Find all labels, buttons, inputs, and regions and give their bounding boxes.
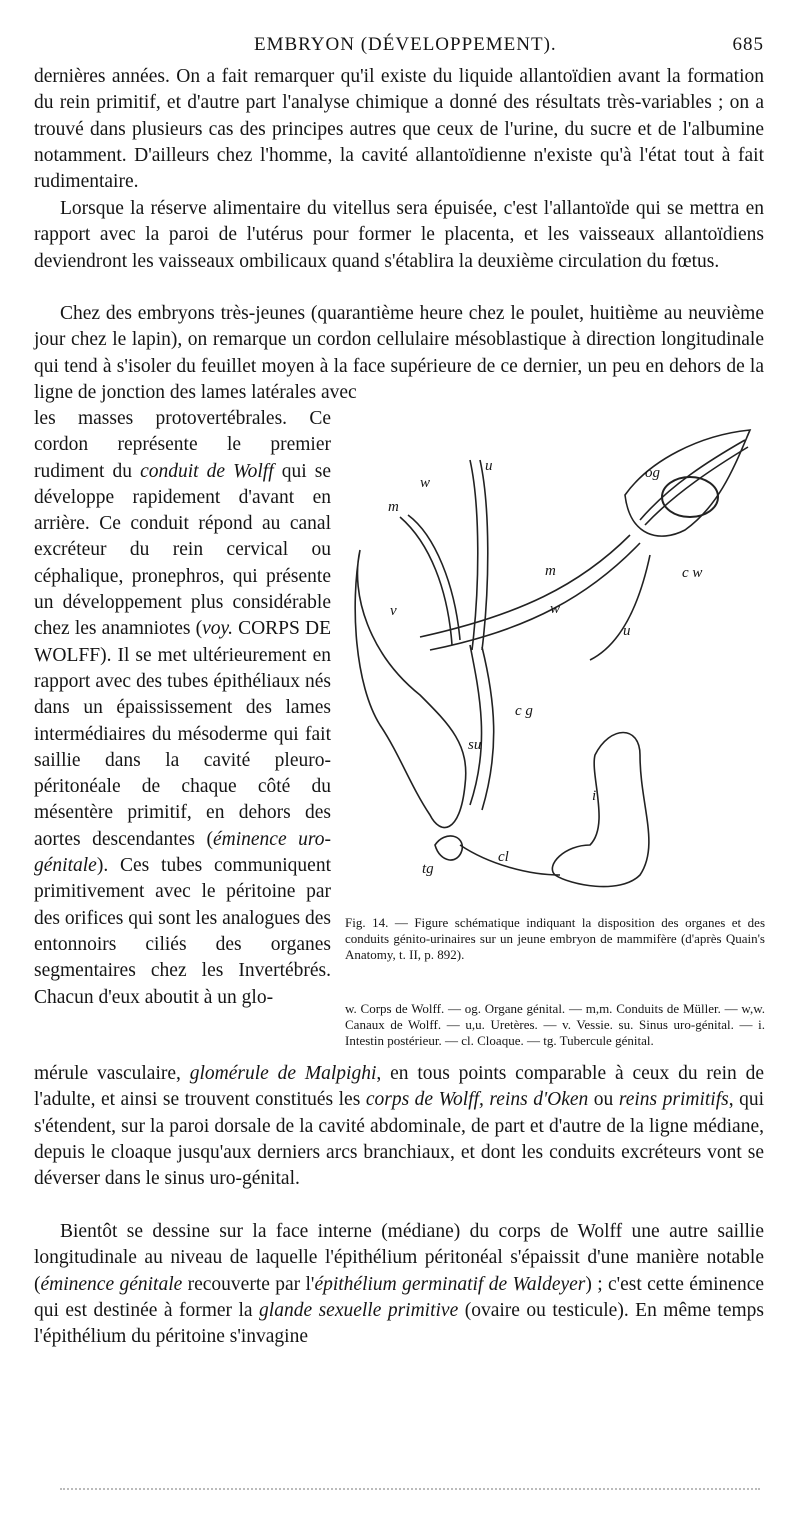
paragraph-2: Lorsque la réserve alimentaire du vitellus sera épuisée, c'est l'allantoïde qui se mettra en rapport avec la paroi de l'utérus pour former le placenta, et les vaisseaux allantoïdiens deviendront les vaisseaux ombilicaux quand s'établira la deuxième circulation du fœtus. xyxy=(34,198,764,272)
label-w: w xyxy=(420,475,431,491)
label-tg: tg xyxy=(422,861,434,877)
label-cl: cl xyxy=(498,849,509,865)
label-u: u xyxy=(485,458,493,474)
genital-tubercle xyxy=(435,836,462,860)
figure-14-diagram xyxy=(340,425,770,915)
emphasis-epithelium-germinatif: épithélium germinatif de Waldeyer xyxy=(314,1273,586,1295)
label-u-2: u xyxy=(623,623,631,639)
paragraph-4 xyxy=(34,1219,764,1350)
label-w-2: w xyxy=(550,601,561,617)
mullerian-duct-upper xyxy=(400,517,452,645)
emphasis-conduit-de-wolff: conduit de Wolff xyxy=(140,460,274,482)
text-run: (ovaire ou testicule). En même temps l'épithélium du péritoine s'invagine xyxy=(34,1299,764,1348)
emphasis-corps-de-wolff: corps de Wolff, reins d'Oken xyxy=(365,1089,589,1111)
emphasis-eminence-uro-genitale: éminence uro-génitale xyxy=(34,828,331,877)
text-run: les masses protovertébrales. Ce cordon représente le premier rudiment du xyxy=(34,408,331,482)
paragraph-3: Chez des embryons très-jeunes (quarantième heure chez le poulet, huitième au neuvième jour chez le lapin), on remarque un cordon cellulaire mésoblastique à direction longitudinale qui tend à s'isoler du feuillet moyen à la face supérieure de ce dernier, un peu en dehors de la ligne de jonction des lames latérales avec xyxy=(34,303,764,403)
text-run: ou xyxy=(588,1089,619,1111)
text-run: mérule vasculaire, xyxy=(34,1063,190,1084)
wolffian-duct xyxy=(430,543,640,650)
page-header xyxy=(34,34,764,58)
figure-legend: w. Corps de Wolff. — og. Organe génital. — m,m. Conduits de Müller. — w,w. Canaux de Wolff. — u,u. Uretères. — v. Vessie. su. Sinus uro-génital. — i. Intestin postérieur. — cl. Cloaque. — tg. Tubercule génital. xyxy=(345,1001,765,1048)
label-v: v xyxy=(390,603,397,619)
emphasis-glomerule: glomérule de Malpighi xyxy=(189,1063,377,1084)
emphasis-eminence-genitale: éminence génitale xyxy=(40,1273,183,1295)
text-run: qui se développe rapidement d'avant en arrière. Ce conduit répond au canal excréteur du rein cervical ou céphalique, pronephros, qui présente un développement plus considérable chez les anamniotes ( xyxy=(34,460,331,640)
label-i: i xyxy=(592,788,597,804)
emphasis-reins-primitifs: reins primitifs xyxy=(618,1089,729,1111)
label-og: og xyxy=(645,465,660,481)
ureter-lower xyxy=(590,555,650,660)
text-run: , qui s'étendent, sur la paroi dorsale de la cavité abdominale, de part et d'autre de la ligne médiane, depuis le cloaque jusqu'aux derniers arcs branchiaux, et dont les conduits excréteurs vont se déverser dans le sinus uro-génital. xyxy=(34,1089,765,1190)
genito-urinary-schematic xyxy=(340,425,770,915)
page-number: 685 xyxy=(732,34,764,55)
paragraph-3-wrapped-column xyxy=(34,406,331,1011)
label-cw: c w xyxy=(682,565,703,581)
label-m-2: m xyxy=(545,563,556,579)
text-run: recouverte par l' xyxy=(182,1273,315,1295)
urogenital-sinus xyxy=(470,645,482,805)
page-footer-dots xyxy=(60,1488,760,1496)
text-run: , en tous points comparable à ceux du rein de l'adulte, et ainsi se trouvent constitués les xyxy=(34,1063,764,1111)
emphasis-glande-sexuelle: glande sexuelle primitive xyxy=(259,1299,459,1321)
figure-caption: Fig. 14. — Figure schématique indiquant la disposition des organes et des conduits génito-urinaires sur un jeune embryon de mammifère (d'après Quain's Anatomy, t. II, p. 892). xyxy=(345,915,765,962)
label-m: m xyxy=(388,499,399,515)
label-su: su xyxy=(468,737,482,753)
bladder-outline xyxy=(355,550,466,827)
label-cg: c g xyxy=(515,703,533,719)
urogenital-sinus-2 xyxy=(482,647,494,810)
gonad-ellipse xyxy=(662,477,718,517)
text-run: Bientôt se dessine sur la face interne (médiane) du corps de Wolff une autre saillie longitudinale au niveau de laquelle l'épithélium péritonéal s'épaissit d'une manière notable ( xyxy=(34,1221,764,1295)
text-run: ) ; c'est cette éminence qui est destinée à former la xyxy=(34,1273,765,1321)
emphasis-voy: voy. xyxy=(202,618,233,640)
cloaca xyxy=(460,845,560,875)
genital-organ-outline xyxy=(625,430,750,536)
paragraph-3-continued xyxy=(34,1061,764,1192)
hindgut xyxy=(552,733,649,887)
wolff-body-hatch xyxy=(640,440,748,525)
paragraph-1: dernières années. On a fait remarquer qu'il existe du liquide allantoïdien avant la formation du rein primitif, et d'autre part l'analyse chimique a donné des résultats très-variables ; on a trouvé dans plusieurs cas des principes autres que ceux de l'urine, du sucre et de l'albumine notamment. D'ailleurs chez l'homme, la cavité allantoïdienne n'existe qu'à l'état tout à fait rudimentaire. xyxy=(34,66,764,193)
text-run: ). Ces tubes communiquent primitivement avec le péritoine par des orifices qui sont les analogues des entonnoirs ciliés des organes segmentaires chez les Invertébrés. Chacun d'eux aboutit à un glo- xyxy=(34,855,331,1008)
text-run: CORPS DE WOLFF). Il se met ultérieurement en rapport avec des tubes épithéliaux nés dans un épaississement des lames intermédiaires du mésoderme qui fait saillie dans la cavité pleuro-péritonéale de chaque côté du mésentère primitif, en dehors des aortes descendantes ( xyxy=(34,618,332,850)
running-title: EMBRYON (DÉVELOPPEMENT). xyxy=(254,34,557,55)
figure-labels xyxy=(388,458,702,877)
